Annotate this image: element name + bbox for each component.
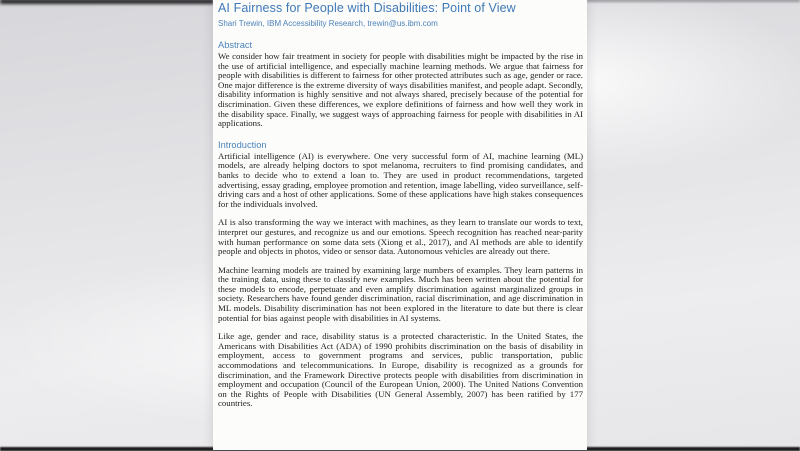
introduction-paragraph-3: Machine learning models are trained by examining large numbers of examples. They learn patterns in the training data, using these to classify new examples. Much has been written about the potential for these models to encode, perpetuate and even amplify discrimination against marginalized groups in society. Researchers have found gender discrimination, racial discrimination, and age discrimination in ML models. Disability discrimination has not been explored in the literature to date but there is clear potential for bias against people with disabilities in AI systems. [218, 264, 583, 323]
paper-title: AI Fairness for People with Disabilities: Point of View [218, 1, 516, 15]
introduction-paragraph-2: AI is also transforming the way we interact with machines, as they learn to translate our words to text, interpret our gestures, and recognize us and our emotions. Speech recognition has reached near-parity with human performance on some data sets (Xiong et al., 2017), and AI methods are able to identify people and objects in photos, video or sensor data. Autonomous vehicles are already out there. [218, 217, 583, 257]
letterbox-top-right-edge [586, 0, 800, 2]
section-heading-abstract: Abstract [218, 40, 253, 50]
introduction-paragraph-4: Like age, gender and race, disability status is a protected characteristic. In the United States, the Americans with Disabilities Act (ADA) of 1990 prohibits discrimination on the basis of disability in employment, access to government programs and services, public transportation, public accommodations and telecommunications. In Europe, disability is recognized as a grounds for discrimination, and the Framework Directive protects people with disabilities from discrimination in employment and occupation (Council of the European Union, 2000). The United Nations Convention on the Rights of People with Disabilities (UN General Assembly, 2007) has been ratified by 177 countries. [218, 331, 583, 409]
section-heading-introduction: Introduction [218, 139, 267, 150]
document-page[interactable] [213, 0, 587, 450]
abstract-paragraph: We consider how fair treatment in society for people with disabilities might be impacted by the rise in the use of artificial intelligence, and especially machine learning methods. We argue that fairness for people with disabilities is different to fairness for other protected attributes such as age, gender or race. One major difference is the extreme diversity of ways disabilities manifest, and people adapt. Secondly, disability information is highly sensitive and not always shared, precisely because of the potential for discrimination. Given these differences, we explore definitions of fairness and how well they work in the disability space. Finally, we suggest ways of approaching fairness for people with disabilities in AI applications. [218, 51, 583, 129]
introduction-paragraph-1: Artificial intelligence (AI) is everywhere. One very successful form of AI, machine learning (ML) models, are already helping doctors to spot melanoma, recruiters to find promising candidates, and banks to decide who to extend a loan to. They are used in product recommendations, targeted advertising, essay grading, employee promotion and retention, image labelling, video surveillance, self-driving cars and a host of other applications. Some of these applications have high stakes consequences for the individuals involved. [218, 150, 583, 209]
letterbox-top-left-edge [0, 0, 214, 4]
author-line: Shari Trewin, IBM Accessibility Research, trewin@us.ibm.com [218, 19, 438, 28]
